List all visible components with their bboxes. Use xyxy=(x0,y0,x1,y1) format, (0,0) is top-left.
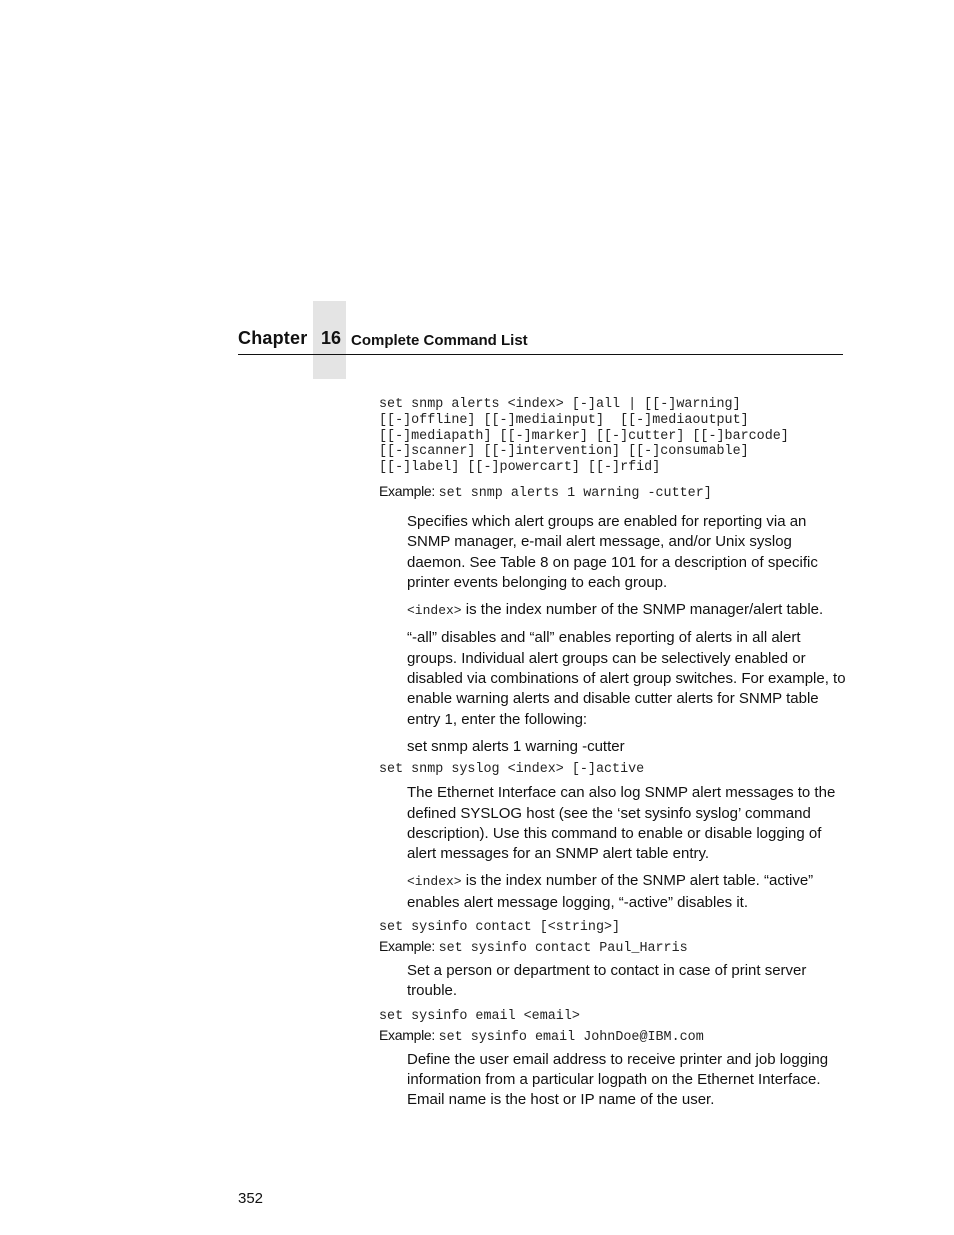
description-paragraph: “-all” disables and “all” enables reporting of alerts in all alert groups. Individual alert groups can be selectively enabled or disabled via combinations of alert group switches. For example, to enable warning alerts and disable cutter alerts for SNMP table entry 1, enter the following: xyxy=(407,629,846,728)
command-sysinfo-email xyxy=(379,1008,849,1111)
chapter-title: Complete Command List xyxy=(351,332,528,349)
command-sysinfo-contact xyxy=(379,919,849,1002)
syntax-line: [[-]offline] [[-]mediainput] [[-]mediaoutput] xyxy=(379,412,749,428)
example-line xyxy=(379,938,849,957)
chapter-label: Chapter xyxy=(238,328,308,348)
command-syntax: set sysinfo contact [<string>] xyxy=(379,920,621,936)
example-code: set snmp alerts 1 warning -cutter] xyxy=(438,485,712,501)
example-label: Example: xyxy=(379,938,435,955)
command-snmp-syslog xyxy=(379,761,849,913)
description-paragraph: Set a person or department to contact in case of print server trouble. xyxy=(407,962,807,1000)
example-code: set sysinfo contact Paul_Harris xyxy=(438,941,688,957)
example-line xyxy=(379,1027,849,1046)
example-label: Example: xyxy=(379,482,435,499)
example-label: Example: xyxy=(379,1026,435,1043)
inline-code: <index> xyxy=(407,874,462,890)
main-content xyxy=(379,397,849,1111)
command-syntax: set snmp syslog <index> [-]active xyxy=(379,762,645,778)
description-paragraph: Define the user email address to receive printer and job logging information from a particular logpath on the Ethernet Interface. Email name is the host or IP name of the user. xyxy=(407,1050,829,1109)
command-syntax: set sysinfo email <email> xyxy=(379,1008,580,1024)
description-paragraph: Specifies which alert groups are enabled for reporting via an SNMP manager, e-mail alert message, and/or Unix syslog daemon. See Table 8 on page 101 for a description of specific printer events belonging to each group. xyxy=(407,512,818,591)
inline-code: <index> xyxy=(407,603,462,619)
example-code: set sysinfo email JohnDoe@IBM.com xyxy=(438,1029,704,1045)
syntax-line: [[-]mediapath] [[-]marker] [[-]cutter] [[-]barcode] xyxy=(379,428,789,444)
description-paragraph: set snmp alerts 1 warning -cutter xyxy=(407,737,625,755)
paragraph-text: is the index number of the SNMP alert table. “active” enables alert message logging, “-active” disables it. xyxy=(407,872,814,911)
syntax-line: [[-]scanner] [[-]intervention] [[-]consumable] xyxy=(379,444,749,460)
chapter-number: 16 xyxy=(321,328,342,348)
command-description xyxy=(407,961,849,1002)
command-snmp-alerts xyxy=(379,397,849,757)
command-syntax xyxy=(379,397,849,476)
syntax-line: set snmp alerts <index> [-]all | [[-]warning] xyxy=(379,397,741,412)
command-description xyxy=(407,512,849,757)
command-description xyxy=(407,783,849,913)
page-number: 352 xyxy=(238,1190,264,1207)
paragraph-text: is the index number of the SNMP manager/alert table. xyxy=(461,601,824,619)
command-description xyxy=(407,1050,849,1111)
description-paragraph xyxy=(407,871,849,913)
example-line xyxy=(379,483,849,502)
header-divider xyxy=(238,354,843,355)
description-paragraph: The Ethernet Interface can also log SNMP alert messages to the defined SYSLOG host (see the ‘set sysinfo syslog’ command description). Use this command to enable or disable logging of alert messages for an SNMP alert table entry. xyxy=(407,784,836,863)
description-paragraph xyxy=(407,600,849,621)
syntax-line: [[-]label] [[-]powercart] [[-]rfid] xyxy=(379,460,661,476)
